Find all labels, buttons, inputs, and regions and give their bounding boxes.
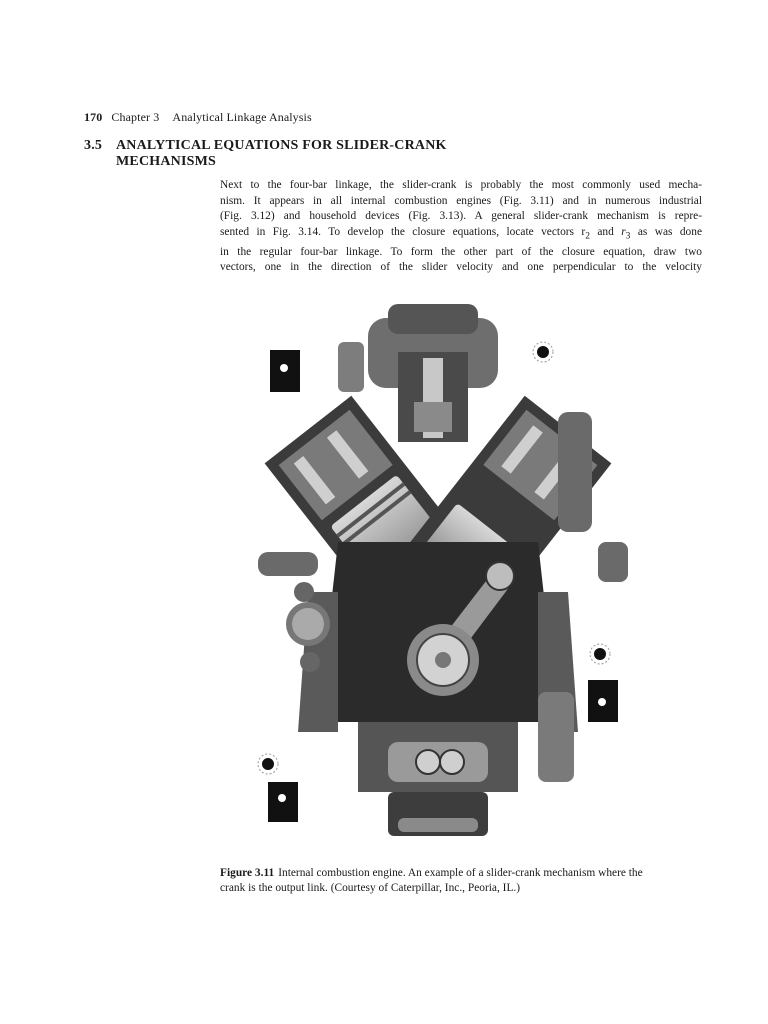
vector-variable: r (621, 225, 626, 238)
body-paragraph (220, 178, 702, 276)
body-line-part: as was done (630, 225, 702, 238)
section-title-line2: MECHANISMS (116, 154, 217, 169)
registration-mark (588, 680, 618, 722)
registration-mark (270, 350, 300, 392)
chapter-label: Chapter 3 (111, 110, 160, 124)
engine-cutaway-illustration (238, 292, 638, 848)
section-number: 3.5 (84, 138, 103, 153)
body-line: Next to the four-bar linkage, the slider-crank is probably the most commonly used mecha- (220, 179, 702, 191)
chapter-title: Analytical Linkage Analysis (172, 110, 312, 124)
body-line: (Fig. 3.12) and household devices (Fig. 3.13). A general slider-crank mechanism is repre- (220, 210, 702, 223)
body-line: in the regular four-bar linkage. To form the other part of the closure equation, draw two (220, 245, 702, 258)
body-line: vectors, one in the direction of the slider velocity and one perpendicular to the velocity (220, 261, 702, 274)
vector-subscript: 3 (625, 231, 631, 242)
figure-label: Figure 3.11 (220, 867, 275, 879)
registration-mark (590, 644, 610, 664)
registration-mark (268, 782, 298, 822)
body-line: nism. It appears in all internal combustion engines (Fig. 3.11) and in numerous industrial (220, 194, 702, 207)
page-number: 170 (84, 110, 103, 124)
body-line-part: sented in Fig. 3.14. To develop the closure equations, locate vectors r (220, 225, 586, 238)
vector-subscript: 2 (585, 231, 590, 242)
registration-mark (533, 342, 553, 362)
section-heading (84, 138, 544, 170)
section-title-line1: ANALYTICAL EQUATIONS FOR SLIDER-CRANK (116, 138, 447, 153)
running-head (84, 110, 312, 125)
body-line-with-vectors (220, 225, 702, 245)
engine-figure (238, 292, 638, 848)
registration-mark (258, 754, 278, 774)
figure-caption-text: Internal combustion engine. An example of a slider-crank mechanism where the crank is the output link. (Courtesy of Caterpillar, Inc., Peoria, IL.) (220, 867, 643, 894)
figure-caption (220, 866, 660, 896)
body-line-part: and (589, 225, 622, 238)
